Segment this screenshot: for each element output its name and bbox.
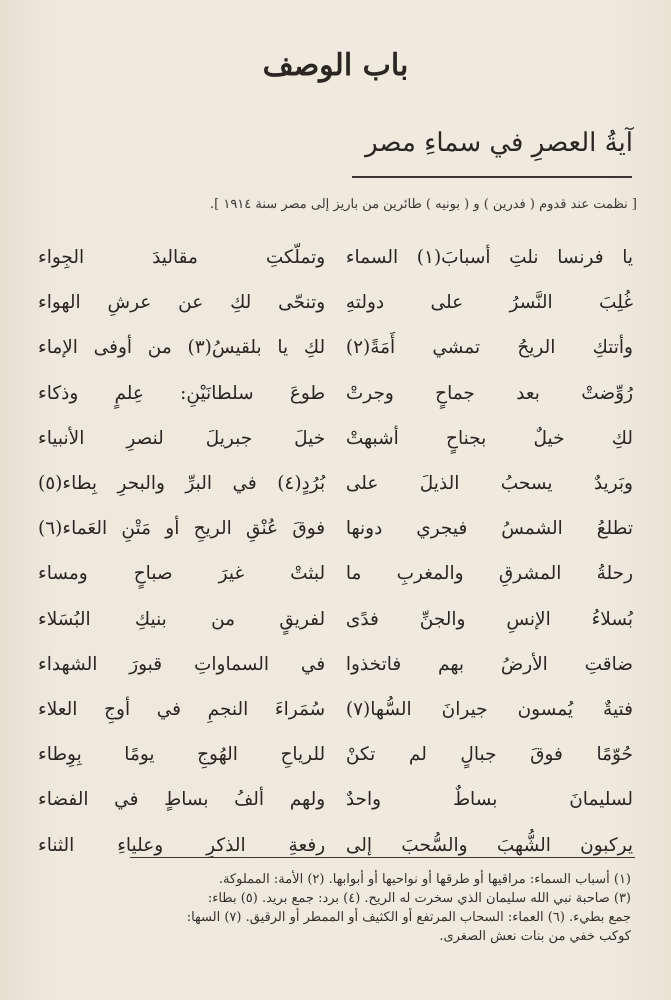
verse-second-hemistich: بُرُدٍ(٤) في البرِّ والبحرِ بِطاء(٥) xyxy=(38,473,326,495)
poem-verses xyxy=(30,235,641,868)
verse-line xyxy=(30,235,641,280)
verse-line xyxy=(30,416,641,461)
verse-second-hemistich: لكِ يا بلقيسُ(٣) من أوفى الإماء xyxy=(38,337,326,359)
verse-line xyxy=(30,732,641,777)
verse-first-hemistich: وأتتكِ الريحُ تمشي أَمَةً(٢) xyxy=(345,337,633,359)
chapter-heading: باب الوصف xyxy=(262,48,409,83)
verse-second-hemistich: وتنحّى لكِ عن عرشِ الهواء xyxy=(38,292,326,314)
verse-first-hemistich: تطلعُ الشمسُ فيجري دونها xyxy=(345,518,633,540)
verse-first-hemistich: يا فرنسا نلتِ أسبابَ(١) السماء xyxy=(345,247,633,269)
verse-line xyxy=(30,280,641,325)
verse-line xyxy=(30,597,641,642)
verse-second-hemistich: ولهم ألفُ بساطٍ في الفضاء xyxy=(38,789,326,811)
verse-first-hemistich: غُلِبَ النَّسرُ على دولتهِ xyxy=(345,292,633,314)
verse-line xyxy=(30,777,641,822)
footnote-line: جمع بطيء. (٦) العماء: السحاب المرتفع أو الكثيف أو الممطر أو الرقيق. (٧) السها: xyxy=(186,910,631,925)
verse-second-hemistich: لبثتْ غيرَ صباحٍ ومساء xyxy=(38,563,326,585)
verse-line xyxy=(30,822,641,867)
verse-line xyxy=(30,325,641,370)
verse-first-hemistich: فتيةٌ يُمسون جيرانَ السُّها(٧) xyxy=(345,698,633,720)
verse-second-hemistich: لفريقٍ من بنيكِ البُسَلاء xyxy=(38,608,326,630)
verse-second-hemistich: رفعةِ الذكرِ وعلياءِ الثناء xyxy=(38,834,326,856)
verse-line xyxy=(30,642,641,687)
verse-line xyxy=(30,461,641,506)
poem-title: آيةُ العصرِ في سماءِ مصر xyxy=(365,128,633,158)
verse-second-hemistich: سُمَراءَ النجمِ في أوجِ العلاء xyxy=(38,698,326,720)
verse-second-hemistich: في السماواتِ قبورَ الشهداء xyxy=(38,653,326,675)
verse-line xyxy=(30,506,641,551)
verse-second-hemistich: وتملّكتِ مقاليدَ الجِواء xyxy=(38,247,326,269)
verse-first-hemistich: لكِ خيلٌ بجناحٍ أشبهتْ xyxy=(345,427,633,449)
verse-first-hemistich: حُوّمًا فوقَ جبالٍ لم تكنْ xyxy=(345,744,633,766)
footnote-line: كوكب خفي من بنات نعش الصغرى. xyxy=(439,929,631,944)
footnotes xyxy=(30,870,631,946)
verse-first-hemistich: بُسلاءُ الإنسِ والجنِّ فدًى xyxy=(345,608,633,630)
verse-first-hemistich: ضاقتِ الأرضُ بهم فاتخذوا xyxy=(345,653,633,675)
verse-line xyxy=(30,551,641,596)
verse-second-hemistich: فوقَ عُنْقِ الريحِ أو مَتْنِ العَماء(٦) xyxy=(38,518,326,540)
footnote-line: (٣) صاحبة نبي الله سليمان الذي سخرت له الريح. (٤) برد: جمع بريد. (٥) بطاء: xyxy=(207,891,631,906)
verse-first-hemistich: يركبون الشُّهبَ والسُّحبَ إلى xyxy=(345,834,633,856)
verse-first-hemistich: رحلةُ المشرقِ والمغربِ ما xyxy=(345,563,633,585)
footnote-line: (١) أسباب السماء: مراقيها أو طرقها أو نواحيها أو أبوابها. (٢) الأمة: المملوكة. xyxy=(218,872,631,887)
verse-first-hemistich: لسليمانَ بساطٌ واحدٌ xyxy=(345,789,633,811)
verse-second-hemistich: طوعَ سلطانَيْنِ: عِلمٍ وذكاء xyxy=(38,382,326,404)
poem-occasion-note: [ نظمت عند قدوم ( فدرين ) و ( بونيه ) طائرين من باريز إلى مصر سنة ١٩١٤ ]. xyxy=(210,197,637,212)
verse-line xyxy=(30,687,641,732)
verse-line xyxy=(30,371,641,416)
verse-first-hemistich: رُوِّضتْ بعد جماحٍ وجرتْ xyxy=(345,382,633,404)
title-underline xyxy=(352,176,632,178)
verse-first-hemistich: وبَريدٌ يسحبُ الذيلَ على xyxy=(345,473,633,495)
footnotes-divider xyxy=(130,857,635,858)
verse-second-hemistich: خيلَ جبريلَ لنصرِ الأنبياء xyxy=(38,427,326,449)
verse-second-hemistich: للرياحِ الهُوجِ يومًا بِوِطاء xyxy=(38,744,326,766)
